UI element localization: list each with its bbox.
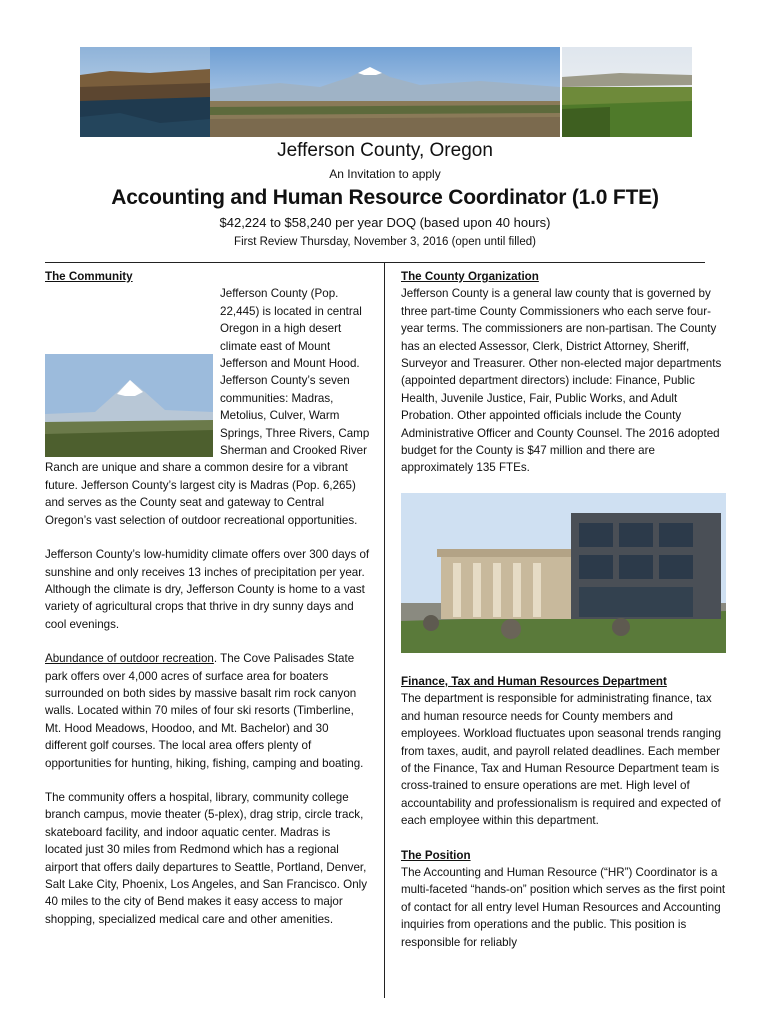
right-column-bottom (401, 673, 726, 951)
header-banner-photos (80, 47, 692, 137)
column-divider (384, 263, 385, 998)
mount-jefferson-photo (45, 354, 213, 457)
amenities-paragraph: The community offers a hospital, library, community college branch campus, movie theater (5-plex), drag strip, circle track, skateboard facility, and indoor aquatic center. Madras is located just 30 miles from Redmond which has a regional airport that offers daily departures to Seattle, Portland, Denver, Salt Lake City, Phoenix, Los Angeles, and San Francisco. Only 40 miles to the city of Bend makes it easy access to major shopping, specialized medical care and other amenities. (45, 790, 368, 926)
county-title: Jefferson County, Oregon (277, 140, 493, 161)
canyon-photo (80, 47, 210, 137)
outdoor-text: . The Cove Palisades State park offers over 4,000 acres of surface area for boaters surrounded on both sides by massive basalt rim rock canyon walls. Located within 70 miles of four ski resorts (Timberline, Mt. Hood Meadows, Hoodoo, and Mt. Bachelor) and 30 different golf courses. The local area offers plenty of opportunities for hunting, hiking, fishing, camping and boating. (45, 652, 364, 770)
climate-paragraph: Jefferson County’s low-humidity climate offers over 300 days of sunshine and only receives 13 inches of precipitation per year. Although the climate is dry, Jefferson County is home to a vast variety of agricultural crops that thrive in dry sunny days and cool evenings. (45, 548, 370, 631)
community-paragraph-1 (45, 285, 370, 529)
outdoor-paragraph (45, 650, 370, 772)
community-paragraph-1-text: Jefferson County (Pop. 22,445) is located in central Oregon in a high desert climate east of Mount Jefferson and Mount Hood. Jefferson County’s seven communities: Madras, Metolius, Culver, Warm Springs, Three Rivers, Camp Sherman and Crooked River Ranch are unique and share a common desire for a vibrant future. Jefferson County’s largest city is Madras (Pop. 6,265) and serves as the County seat and gateway to Central Oregon’s vast selection of outdoor recreational opportunities. (45, 287, 370, 527)
organization-heading: The County Organization (401, 270, 539, 283)
farmland-photo (562, 47, 692, 137)
finance-text: The department is responsible for administrating finance, tax and human resource needs for County members and employees. Workload fluctuates upon seasonal trends ranging from taxes, audit, and payroll related deadlines. Each member of the Finance, Tax and Human Resource Department team is cross-trained to ensure operations are met. High level of accountability and professionalism is required and expected of each employee within this department. (401, 692, 722, 828)
mountain-panorama-photo (210, 47, 560, 137)
organization-text: Jefferson County is a general law county that is governed by three part-time County Commissioners who each serve four-year terms. The commissioners are non-partisan. The County has an elected Assessor, Clerk, District Attorney, Sheriff, Surveyor and Treasurer. Other non-elected major departments (appointed department directors) include: Finance, Public Health, Juvenile Justice, Fair, Public Works, and Adult Probation. Other appointed officials include the County Administrative Officer and County Counsel. The 2016 adopted budget for the County is $47 million and there are approximately 135 FTEs. (401, 287, 722, 475)
salary-range: $42,224 to $58,240 per year DOQ (based upon 40 hours) (219, 215, 551, 230)
county-building-photo (401, 493, 726, 653)
job-title: Accounting and Human Resource Coordinator (1.0 FTE) (111, 186, 659, 209)
community-heading: The Community (45, 270, 133, 283)
header-divider (45, 262, 705, 263)
position-text: The Accounting and Human Resource (“HR”) Coordinator is a multi-faceted “hands-on” position which serves as the first point of contact for all entry level Human Resources and Accounting inquiries from operations and the public. This position is responsible for reliably (401, 866, 726, 949)
position-heading: The Position (401, 848, 471, 862)
invitation-subtitle: An Invitation to apply (329, 167, 441, 181)
right-column-top (401, 268, 726, 477)
outdoor-heading: Abundance of outdoor recreation (45, 652, 214, 666)
left-column (45, 268, 370, 945)
finance-heading: Finance, Tax and Human Resources Department (401, 675, 667, 688)
first-review-date: First Review Thursday, November 3, 2016 (open until filled) (234, 236, 536, 248)
